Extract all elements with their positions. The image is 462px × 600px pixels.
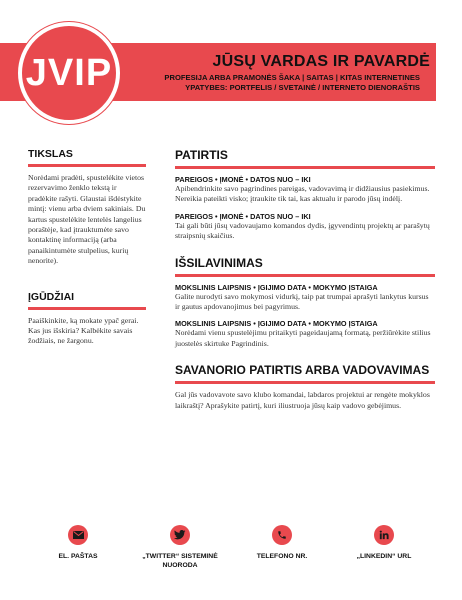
contact-phone-label: TELEFONO NR. bbox=[256, 553, 308, 560]
objective-heading: TIKSLAS bbox=[28, 148, 146, 167]
full-name: JŪSŲ VARDAS IR PAVARDĖ bbox=[212, 53, 430, 70]
experience-entry-1-head: PAREIGOS • ĮMONĖ • DATOS NUO – IKI bbox=[175, 175, 311, 184]
contact-twitter[interactable] bbox=[130, 525, 230, 570]
monogram: JVIP bbox=[25, 51, 113, 94]
objective-text: Norėdami pradėti, spustelėkite vietos rezervavimo ženklo tekstą ir pradėkite rašyti. Glaustai išdėstykite mintį: vienu arba dviem sakiniais. Du kartus spustelėkite lentelės langelius poraštėje, kad įtrauktumėte savo kontaktinę informaciją (arba panaikintumėte stulpelius, kurių nenorite). bbox=[28, 173, 146, 266]
contact-email-label: EL. PAŠTAS bbox=[58, 553, 98, 560]
phone-icon bbox=[272, 525, 292, 545]
experience-entry-2-body: Tai gali būti jūsų vadovaujamo komandos dydis, įgyvendintų projektų ar parašytų straipsnių skaičius. bbox=[175, 220, 430, 241]
contact-footer bbox=[28, 525, 434, 570]
education-entry-1-head: MOKSLINIS LAIPSNIS • ĮGIJIMO DATA • MOKYMO ĮSTAIGA bbox=[175, 282, 378, 292]
skills-text: Paaiškinkite, ką mokate ypač gerai. Kas jus išskiria? Kalbėkite savais žodžiais, ne žargonu. bbox=[28, 315, 139, 346]
skills-heading: ĮGŪDŽIAI bbox=[28, 291, 146, 310]
right-column bbox=[175, 148, 435, 411]
education-heading: IŠSILAVINIMAS bbox=[175, 256, 435, 277]
volunteer-text: Gal jūs vadovavote savo klubo komandai, labdaros projektui ar rengėte mokyklos laikraštį? Aprašykite patirtį, kuri iliustruoja jūsų kaip vadovo gebėjimus. bbox=[175, 390, 430, 410]
envelope-icon bbox=[68, 525, 88, 545]
experience-heading: PATIRTIS bbox=[175, 148, 435, 169]
contact-linkedin-label: „LINKEDIN“ URL bbox=[356, 553, 412, 560]
profession-line: PROFESIJA ARBA PRAMONĖS ŠAKA | SAITAS | KITAS INTERNETINES YPATYBES: PORTFELIS / SVETAINĖ / INTERNETO DIENORAŠTIS bbox=[164, 73, 420, 92]
twitter-icon bbox=[170, 525, 190, 545]
education-entry-2-body: Norėdami vienu spustelėjimu pritaikyti pageidaujamą formatą, peržiūrėkite stilius juostelės skirtuke Pagrindinis. bbox=[175, 328, 431, 348]
contact-email[interactable] bbox=[28, 525, 128, 570]
contact-phone[interactable] bbox=[232, 525, 332, 570]
experience-entry-2-head: PAREIGOS • ĮMONĖ • DATOS NUO – IKI bbox=[175, 211, 311, 221]
education-entry-1-body: Galite nurodyti savo mokymosi vidurkį, taip pat trumpai aprašyti lankytus kursus ir gautus apdovanojimus bei pagyrimus. bbox=[175, 291, 429, 312]
contact-linkedin[interactable] bbox=[334, 525, 434, 570]
experience-entry-1-body: Apibendrinkite savo pagrindines pareigas, vadovavimą ir didžiausius pasiekimus. Nereikia pateikti visko; įtraukite tik tai, kas aktualu ir parodo jūsų indėlį. bbox=[175, 184, 430, 204]
contact-twitter-label: „TWITTER“ SISTEMINĖ NUORODA bbox=[142, 553, 218, 569]
education-entry-2-head: MOKSLINIS LAIPSNIS • ĮGIJIMO DATA • MOKYMO ĮSTAIGA bbox=[175, 319, 378, 329]
volunteer-heading: SAVANORIO PATIRTIS ARBA VADOVAVIMAS bbox=[175, 363, 435, 384]
linkedin-icon bbox=[374, 525, 394, 545]
left-column bbox=[28, 148, 146, 347]
